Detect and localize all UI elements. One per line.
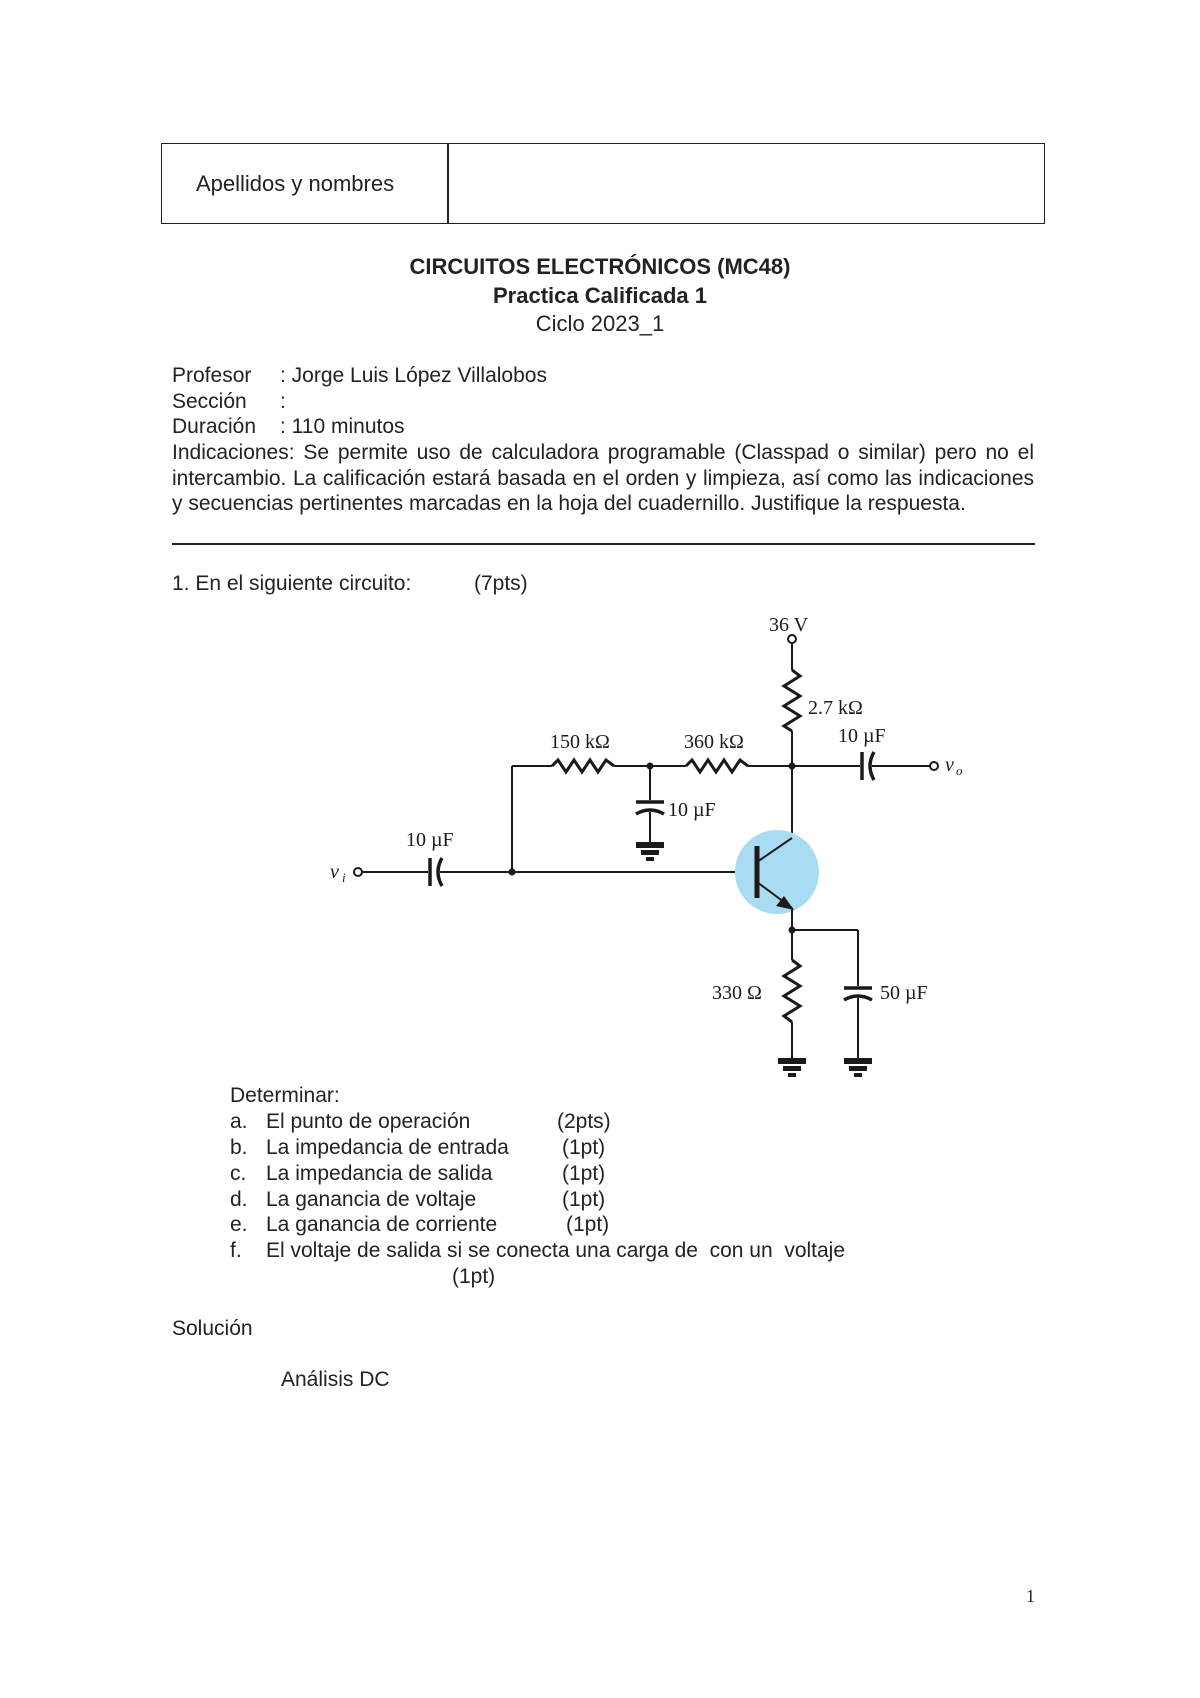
indicaciones: Indicaciones: Se permite uso de calculadora programable (Classpad o similar) pero no el intercambio. La calificación estará basada en el orden y limpieza, así como las indicaciones y secuencias pertinentes marcadas en la hoja del cuadernillo. Justifique la respuesta. [172, 441, 1034, 515]
item-d-text: La ganancia de voltaje [266, 1188, 477, 1211]
c-mid-label: 10 µF [668, 799, 716, 821]
page-number: 1 [1026, 1586, 1035, 1606]
exam-title: Practica Calificada 1 [492, 283, 707, 308]
item-a-points: (2pts) [557, 1110, 611, 1133]
seccion-label: Sección [172, 390, 247, 413]
vcc-label: 36 V [769, 614, 809, 636]
cycle: Ciclo 2023_1 [535, 311, 665, 336]
item-b-text: La impedancia de entrada [266, 1136, 509, 1159]
item-f-letter: f. [230, 1239, 242, 1262]
re-resistor [784, 960, 800, 1022]
vo-label: v [945, 754, 954, 776]
seccion-value: : [280, 390, 286, 413]
item-e-letter: e. [230, 1213, 248, 1236]
transistor-highlight [735, 830, 819, 914]
r2-resistor [686, 760, 748, 772]
item-f-points: (1pt) [452, 1265, 496, 1288]
item-f-text: El voltaje de salida si se conecta una carga de con un voltaje [266, 1239, 846, 1262]
vo-subscript: o [956, 763, 963, 778]
item-c-points: (1pt) [562, 1162, 606, 1185]
item-c-letter: c. [230, 1162, 247, 1185]
item-d-letter: d. [230, 1188, 248, 1211]
vi-label: v [330, 861, 339, 883]
vi-subscript: i [342, 870, 346, 885]
ground-icon [778, 1058, 806, 1077]
item-c-text: La impedancia de salida [266, 1162, 493, 1185]
ground-icon [636, 842, 664, 861]
r2-label: 360 kΩ [684, 731, 744, 753]
item-a-letter: a. [230, 1110, 248, 1133]
r1-label: 150 kΩ [550, 731, 610, 753]
name-label: Apellidos y nombres [162, 144, 449, 223]
course-title: CIRCUITOS ELECTRÓNICOS (MC48) [409, 254, 791, 279]
profesor-value: : Jorge Luis López Villalobos [280, 364, 547, 387]
duracion-value: : 110 minutos [280, 415, 405, 438]
item-a-text: El punto de operación [266, 1110, 471, 1133]
item-b-points: (1pt) [562, 1136, 606, 1159]
rc-label: 2.7 kΩ [808, 697, 863, 719]
c-out-label: 10 µF [838, 725, 886, 747]
solution-heading: Solución [172, 1317, 253, 1340]
question-1-points: (7pts) [474, 572, 528, 595]
question-1: 1. En el siguiente circuito: [172, 572, 412, 595]
item-d-points: (1pt) [562, 1188, 606, 1211]
ground-icon [844, 1058, 872, 1077]
duracion-label: Duración [172, 415, 257, 438]
rc-resistor [784, 670, 800, 731]
re-label: 330 Ω [712, 982, 762, 1004]
item-e-text: La ganancia de corriente [266, 1213, 498, 1236]
r1-resistor [552, 760, 614, 772]
item-e-points: (1pt) [566, 1213, 610, 1236]
determinar-heading: Determinar: [230, 1084, 340, 1107]
item-b-letter: b. [230, 1136, 248, 1159]
ce-label: 50 µF [880, 982, 928, 1004]
analysis-subheading: Análisis DC [281, 1368, 390, 1391]
profesor-label: Profesor [172, 364, 252, 387]
c-in-label: 10 µF [406, 829, 454, 851]
